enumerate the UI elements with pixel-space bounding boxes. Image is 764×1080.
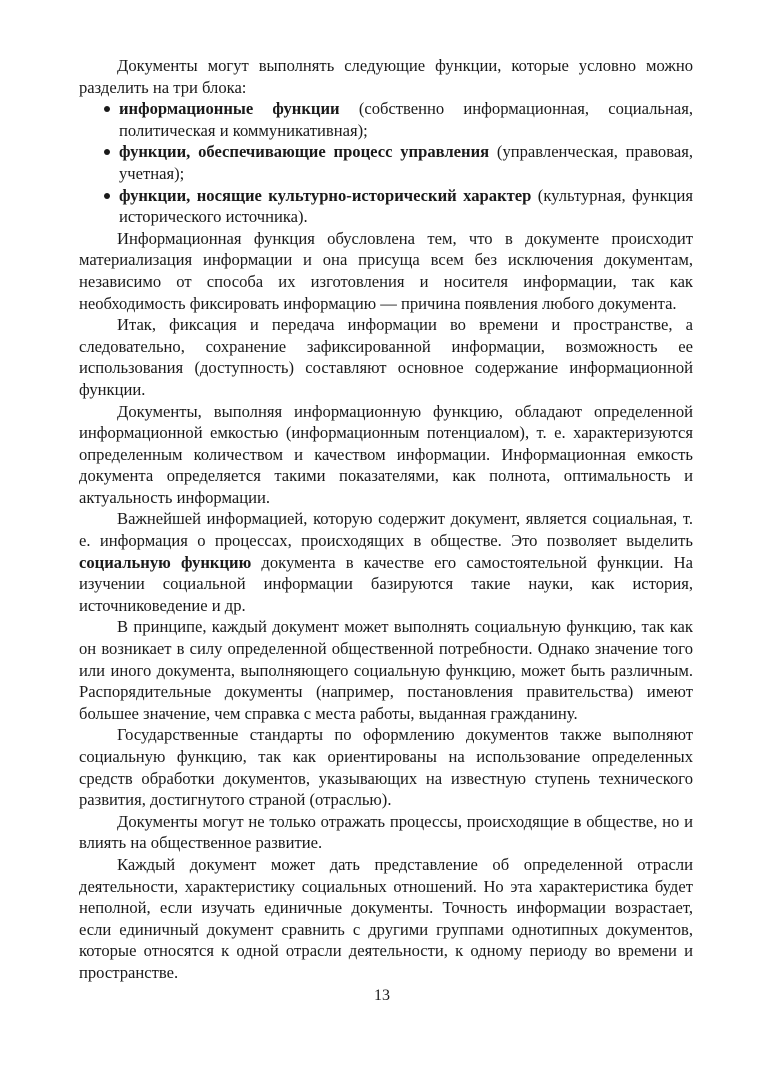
paragraph-social-information [79,508,693,616]
bullet-icon [104,193,110,199]
paragraph-influence: Документы могут не только отражать процессы, происходящие в обществе, но и влиять на общественное развитие. [79,811,693,853]
paragraph-capacity: Документы, выполняя информационную функцию, обладают определенной информационной емкостью (информационным потенциалом), т. е. характеризуются определенным количеством и качеством информации. Информационная емкость документа определяется такими показателями, как полнота, оптимальность и актуальность информации. [79,401,693,507]
list-item-bold: информационные функции [119,99,340,119]
text-segment: документа в качестве его самостоятельной функции. На изучении социальной информации базируются такие науки, как история, источниковедение и др. [79,552,693,615]
list-item-text: (собственно информационная, социальная, политическая и коммуникативная); [119,99,694,140]
bold-term: социальную функцию [79,552,252,572]
paragraph-standards: Государственные стандарты по оформлению документов также выполняют социальную функцию, так как ориентированы на использование определенных средств обработки документов, указывающих на известную ступень технического развития, достигнутого страной (отраслью). [79,725,693,810]
paragraph-information-function: Информационная функция обусловлена тем, что в документе происходит материализация информации и она присуща всем без исключения документам, независимо от способа их изготовления и носителя информации, так как необходимость фиксировать информацию — причина появления любого документа. [79,228,693,313]
intro-paragraph: Документы могут выполнять следующие функции, которые условно можно разделить на три блока: [79,56,693,97]
bullet-icon [104,149,110,155]
bullet-icon [104,106,110,112]
paragraph-social-function: В принципе, каждый документ может выполнять социальную функцию, так как он возникает в силу определенной общественной потребности. Однако значение того или иного документа, выполняющего социальную функцию, может быть различным. Распорядительные документы (например, постановления правительства) имеют большее значение, чем справка с места работы, выданная гражданину. [79,617,693,723]
list-item-text: (управленческая, правовая, учетная); [119,142,693,183]
list-item [79,185,693,228]
text-segment: Важнейшей информацией, которую содержит документ, является социальная, т. е. информация о процессах, происходящих в обществе. Это позволяет выделить [79,509,693,551]
list-item-bold: функции, носящие культурно-исторический характер [119,185,532,205]
function-blocks-list [79,98,693,228]
page-number: 13 [374,987,390,1004]
list-item-text: (культурная, функция исторического источника). [119,185,693,227]
list-item [79,141,693,184]
paragraph-fixation: Итак, фиксация и передача информации во времени и пространстве, а следовательно, сохранение зафиксированной информации, возможность ее использования (доступность) составляют основное содержание информационной функции. [79,315,693,399]
list-item-bold: функции, обеспечивающие процесс управления [119,142,490,162]
list-item [79,98,693,141]
document-page [79,55,693,984]
paragraph-characteristics: Каждый документ может дать представление об определенной отрасли деятельности, характеристику социальных отношений. Но эта характеристика будет неполной, если изучать единичные документы. Точность информации возрастает, если единичный документ сравнить с другими группами однотипных документов, которые относятся к одной отрасли деятельности, к одному периоду во времени и пространстве. [79,854,693,982]
